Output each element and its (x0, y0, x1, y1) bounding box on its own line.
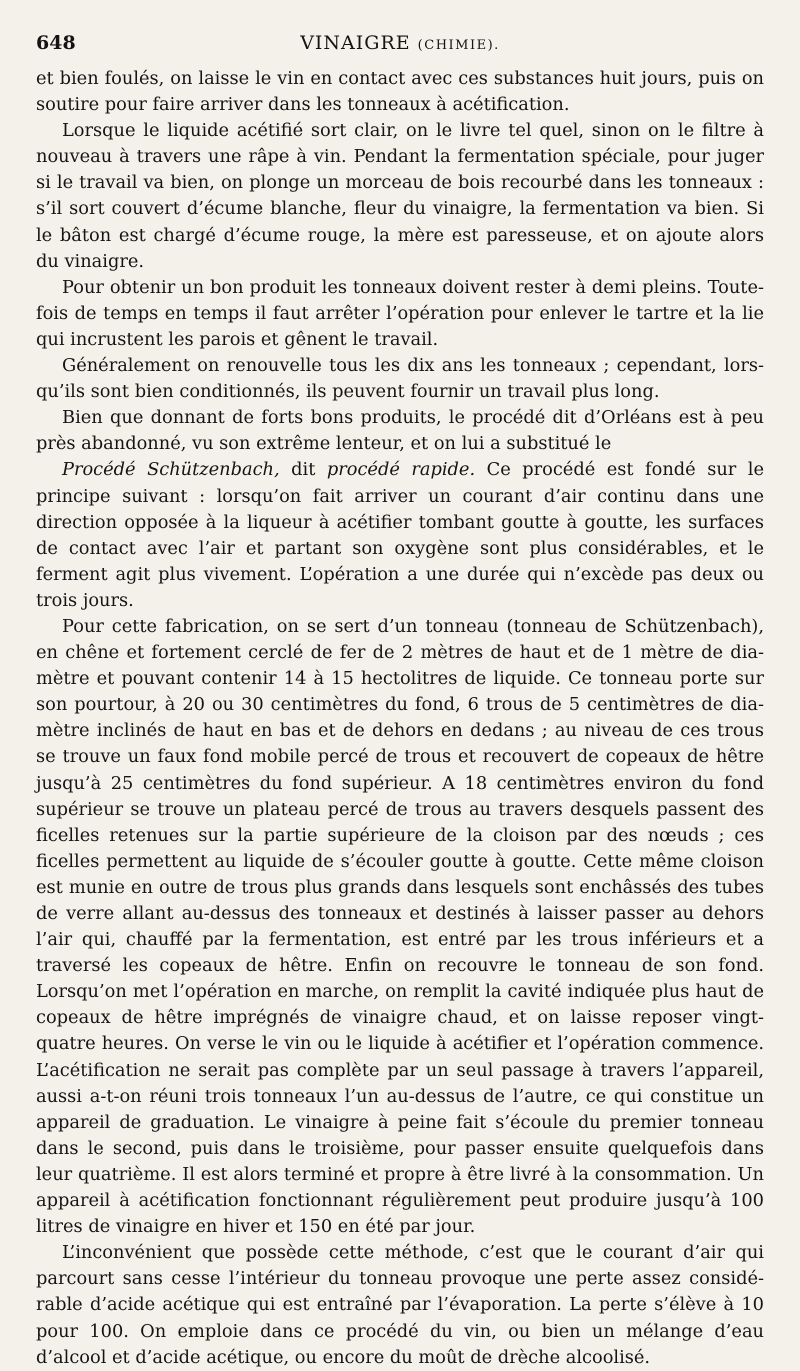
body-text (36, 66, 764, 1371)
running-header (36, 30, 764, 60)
paragraph-5: Bien que donnant de forts bons produits, le procédé dit d’Orléans est à peu près abandonné, vu son extrême lenteur, et on lui a substitué le (36, 407, 764, 455)
paragraph-1: et bien foulés, on laisse le vin en contact avec ces substances huit jours, puis on soutire pour faire arriver dans les tonneaux à acétification. (36, 68, 764, 116)
paragraph-6-text: Ce procédé est fondé sur le principe suivant : lorsqu’on fait arriver un courant d’air continu dans une direction opposée à la liqueur à acétifier tombant goutte à goutte, les surfaces de contact avec l’air et partant son oxygène sont plus considérables, et le ferment agit plus vivement. L’opération a une durée qui n’excède pas deux ou trois jours. (36, 459, 764, 611)
section-subheading: procédé rapide. (326, 459, 476, 481)
paragraph-3: Pour obtenir un bon produit les tonneaux doivent rester à demi pleins. Toutefois de temps en temps il faut arrêter l’opération pour enlever le tartre et la lie qui incrustent les parois et gênent le travail. (36, 276, 764, 350)
paragraph-2: Lorsque le liquide acétifié sort clair, on le livre tel quel, sinon on le filtre à nouveau à travers une râpe à vin. Pendant la fermentation spéciale, pour juger si le travail va bien, on plonge un morceau de bois recourbé dans les tonneaux : s’il sort couvert d’écume blanche, fleur du vinaigre, la fermentation va bien. Si le bâton est chargé d’écume rouge, la mère est paresseuse, et on ajoute alors du vinaigre. (36, 120, 764, 272)
page-number: 648 (36, 32, 76, 54)
paragraph-4: Généralement on renouvelle tous les dix ans les tonneaux ; cependant, lorsqu’ils sont bien conditionnés, ils peuvent fournir un travail plus long. (36, 355, 764, 403)
running-title (36, 32, 764, 54)
section-heading: Procédé Schützenbach, (62, 459, 280, 481)
header-title: VINAIGRE (300, 32, 411, 54)
header-subtitle: (CHIMIE). (417, 38, 500, 53)
paragraph-7: Pour cette fabrication, on se sert d’un tonneau (tonneau de Schützenbach), en chêne et fortement cerclé de fer de 2 mètres de haut et de 1 mètre de diamètre et pouvant contenir 14 à 15 hectolitres de liquide. Ce tonneau porte sur son pourtour, à 20 ou 30 centimètres du fond, 6 trous de 5 centimètres de diamètre inclinés de haut en bas et de dehors en dedans ; au niveau de ces trous se trouve un faux fond mobile percé de trous et recouvert de copeaux de hêtre jusqu’à 25 centimètres du fond supérieur. A 18 centimètres environ du fond supérieur se trouve un plateau percé de trous au travers desquels passent des ficelles retenues sur la partie supérieure de la cloison par des nœuds ; ces ficelles permettent au liquide de s’écouler goutte à goutte. Cette même cloison est munie en outre de trous plus grands dans lesquels sont enchâssés des tubes de verre allant au-dessus des tonneaux et destinés à laisser passer au dehors l’air qui, chauffé par la fermentation, est entré par les trous inférieurs et a traversé les copeaux de hêtre. Enfin on recouvre le tonneau de son fond. Lorsqu’on met l’opération en marche, on remplit la cavité indiquée plus haut de copeaux de hêtre imprégnés de vinaigre chaud, et on laisse reposer vingt-quatre heures. On verse le vin ou le liquide à acétifier et l’opération commence. L’acétification ne serait pas complète par un seul passage à travers l’appareil, aussi a-t-on réuni trois tonneaux l’un au-dessus de l’autre, ce qui constitue un appareil de graduation. Le vinaigre à peine fait s’écoule du premier tonneau dans le second, puis dans le troisième, pour passer ensuite quelquefois dans leur quatrième. Il est alors terminé et propre à être livré à la consommation. Un appareil à acétification fonctionnant régulièrement peut produire jusqu’à 100 litres de vinaigre en hiver et 150 en été par jour. (36, 615, 764, 1238)
heading-connector: dit (279, 459, 327, 481)
paragraph-8: L’inconvénient que possède cette méthode, c’est que le courant d’air qui parcourt sans cesse l’intérieur du tonneau provoque une perte assez considérable d’acide acétique qui est entraîné par l’évaporation. La perte s’élève à 10 pour 100. On emploie dans ce procédé du vin, ou bien un mélange d’eau d’alcool et d’acide acétique, ou encore du moût de drèche alcoolisé. (36, 1242, 764, 1368)
paragraph-6 (36, 457, 764, 614)
